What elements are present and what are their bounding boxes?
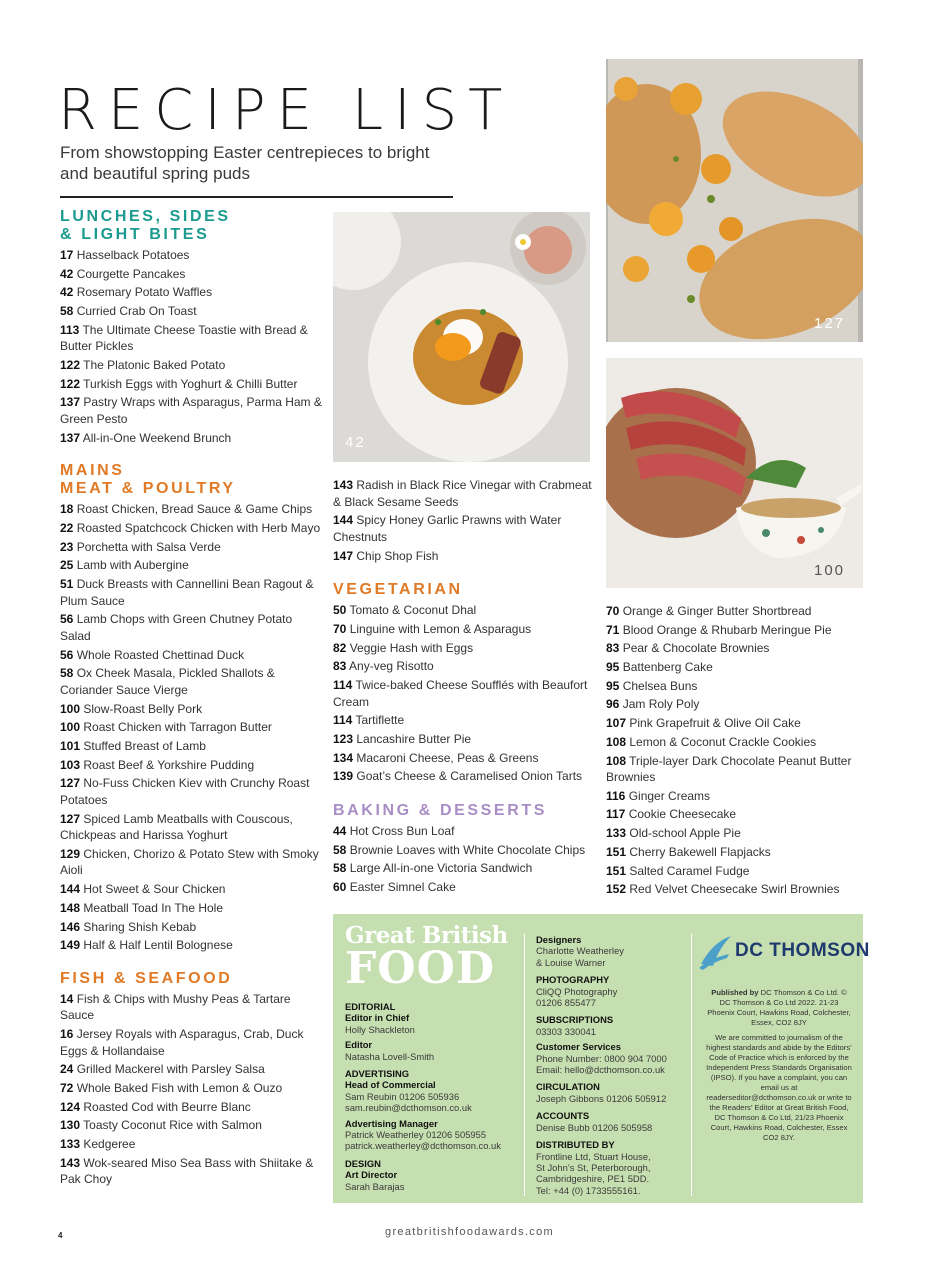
recipe-page-number: 17 <box>60 248 74 262</box>
section-heading: VEGETARIAN <box>333 581 463 599</box>
recipe-page-number: 14 <box>60 991 74 1006</box>
credits-section-heading: DISTRIBUTED BY <box>536 1139 615 1151</box>
recipe-list-continued <box>606 603 856 898</box>
credits-value: & Louise Warner <box>536 956 606 968</box>
recipe-page-number: 143 <box>333 478 354 492</box>
recipe-name: Macaroni Cheese, Peas & Greens <box>353 750 539 765</box>
section-vegetarian <box>333 581 595 785</box>
recipe-name: Pear & Chocolate Brownies <box>619 641 770 656</box>
recipe-name: Sharing Shish Kebab <box>80 919 197 934</box>
recipe-item <box>60 647 322 664</box>
recipe-name: Pastry Wraps with Asparagus, Parma Ham & Green Pesto <box>60 395 322 426</box>
recipe-item <box>60 1117 322 1134</box>
recipe-name: Spicy Honey Garlic Prawns with Water Chestnuts <box>333 513 562 544</box>
recipe-name: Chelsea Buns <box>619 678 698 693</box>
recipe-page-number: 100 <box>60 701 81 716</box>
credits-section-heading: ADVERTISING <box>345 1068 410 1080</box>
recipe-item <box>606 788 856 805</box>
recipe-page-number: 44 <box>333 823 347 838</box>
recipe-page-number: 122 <box>60 358 81 373</box>
title-divider <box>60 196 453 198</box>
recipe-page-number: 123 <box>333 731 354 746</box>
recipe-name: Roasted Spatchcock Chicken with Herb Mayo <box>73 520 321 535</box>
recipe-name: Whole Roasted Chettinad Duck <box>73 647 245 662</box>
recipe-name: Porchetta with Salsa Verde <box>73 539 221 554</box>
recipe-item <box>60 665 322 698</box>
recipe-item <box>60 900 322 917</box>
recipe-page-number: 133 <box>606 826 627 841</box>
section-heading: FISH & SEAFOOD <box>60 969 233 987</box>
recipe-page-number: 82 <box>333 640 347 655</box>
recipe-page-number: 127 <box>60 776 81 791</box>
recipe-name: Roast Chicken, Bread Sauce & Game Chips <box>73 502 313 517</box>
section-fish <box>60 970 322 1188</box>
recipe-page-number: 151 <box>606 863 627 878</box>
recipe-page-number: 146 <box>60 919 81 934</box>
recipe-page-number: 22 <box>60 520 74 535</box>
recipe-list <box>60 991 322 1188</box>
recipe-name: Spiced Lamb Meatballs with Couscous, Chickpeas and Harissa Yoghurt <box>60 811 293 843</box>
recipe-page-number: 127 <box>60 811 81 826</box>
recipe-page-number: 100 <box>60 720 81 735</box>
credits-value: 03303 330041 <box>536 1025 596 1037</box>
section-baking <box>333 802 595 896</box>
recipe-name: Ox Cheek Masala, Pickled Shallots & Coriander Sauce Vierge <box>60 666 275 697</box>
credits-section-heading: DESIGN <box>345 1157 381 1169</box>
recipe-item <box>606 659 856 676</box>
recipe-list <box>333 823 595 896</box>
recipe-page-number: 139 <box>333 769 354 784</box>
recipe-item <box>60 1080 322 1097</box>
recipe-page-number: 60 <box>333 879 347 894</box>
credits-section-heading: SUBSCRIPTIONS <box>536 1014 614 1026</box>
roast-chicken-photo <box>606 358 863 588</box>
recipe-item <box>333 621 595 638</box>
photo-page-number: 127 <box>814 315 846 332</box>
recipe-page-number: 129 <box>60 846 81 861</box>
recipe-page-number: 42 <box>60 285 74 300</box>
recipe-page-number: 56 <box>60 612 74 627</box>
recipe-item <box>606 844 856 861</box>
recipe-name: Tomato & Coconut Dhal <box>346 603 477 618</box>
recipe-name: Triple-layer Dark Chocolate Peanut Butter Brownies <box>606 753 852 785</box>
recipe-page-number: 124 <box>60 1099 81 1114</box>
recipe-name: Wok-seared Miso Sea Bass with Shiitake & Pak Choy <box>60 1155 314 1187</box>
credits-section-heading: ACCOUNTS <box>536 1110 590 1122</box>
recipe-page-number: 83 <box>333 659 347 674</box>
recipe-name: Jam Roly Poly <box>619 697 700 712</box>
recipe-name: Grilled Mackerel with Parsley Salsa <box>73 1062 265 1077</box>
recipe-item <box>60 1026 322 1059</box>
recipe-page-number: 18 <box>60 502 74 517</box>
recipe-name: Ginger Creams <box>625 788 711 803</box>
recipe-item <box>60 1099 322 1116</box>
recipe-item <box>606 806 856 823</box>
recipe-item <box>60 266 322 283</box>
recipe-page-number: 70 <box>606 604 620 618</box>
recipe-page-number: 152 <box>606 882 627 897</box>
recipe-page-number: 107 <box>606 716 627 731</box>
recipe-page-number: 58 <box>60 666 74 681</box>
divider <box>691 934 692 1196</box>
recipe-page-number: 83 <box>606 641 620 656</box>
recipe-page-number: 95 <box>606 660 620 675</box>
credits-value: Patrick Weatherley 01206 505955 <box>345 1129 487 1141</box>
recipe-name: Old-school Apple Pie <box>626 826 741 841</box>
page-number: 4 <box>58 1231 63 1240</box>
recipe-name: Chip Shop Fish <box>353 548 439 563</box>
great-british-food-logo: Great British FOOD <box>345 922 508 994</box>
recipe-item <box>333 860 595 877</box>
recipe-item <box>606 622 856 639</box>
recipe-page-number: 116 <box>606 788 626 803</box>
recipe-name: All-in-One Weekend Brunch <box>80 430 232 445</box>
recipe-item <box>606 863 856 880</box>
recipe-list-continued <box>333 477 595 564</box>
recipe-name: Chicken, Chorizo & Potato Stew with Smoky Aioli <box>60 846 319 878</box>
recipe-item <box>60 701 322 718</box>
recipe-name: Hot Sweet & Sour Chicken <box>80 882 226 897</box>
recipe-item <box>333 842 595 859</box>
recipe-page-number: 147 <box>333 548 354 563</box>
credits-value: patrick.weatherley@dcthomson.co.uk <box>345 1140 501 1152</box>
page-subtitle: From showstopping Easter centrepieces to bright and beautiful spring puds <box>60 143 430 183</box>
recipe-name: Turkish Eggs with Yoghurt & Chilli Butter <box>80 376 298 391</box>
recipe-name: Hot Cross Bun Loaf <box>346 823 455 838</box>
recipe-name: Lancashire Butter Pie <box>353 731 472 746</box>
recipe-item <box>333 658 595 675</box>
column-left <box>60 208 322 1190</box>
recipe-item <box>333 602 595 619</box>
recipe-page-number: 58 <box>60 304 74 319</box>
recipe-page-number: 133 <box>60 1137 81 1152</box>
recipe-page-number: 95 <box>606 678 620 693</box>
recipe-page-number: 103 <box>60 757 81 772</box>
recipe-page-number: 23 <box>60 539 74 554</box>
recipe-name: Radish in Black Rice Vinegar with Crabmeat & Black Sesame Seeds <box>333 478 592 509</box>
photo-page-number: 100 <box>814 562 846 579</box>
recipe-name: Roasted Cod with Beurre Blanc <box>80 1099 251 1114</box>
recipe-name: Jersey Royals with Asparagus, Crab, Duck Eggs & Hollandaise <box>60 1027 304 1058</box>
publisher-info: Published by DC Thomson & Co Ltd. © DC Thomson & Co Ltd 2022. 21-23 Phoenix Court, Hawkins Road, Colchester, Essex, CO2 8JY We are committed to journalism of the highest standards and abide by the Editors’ Code of Practice which is enforced by the Independent Press Standards Organisation (IPSO). If you have a complaint, you can email us at readerseditor@dcthomson.co.uk or write to the Readers’ Editor at Great British Food, DC Thomson & Co Ltd, 21/23 Phoenix Court, Hawkins Road, Colchester, Essex CO2 8JY. <box>706 988 852 1142</box>
credits-value: Sam Reubin 01206 505936 <box>345 1090 460 1102</box>
recipe-name: Linguine with Lemon & Asparagus <box>346 621 532 636</box>
recipe-item <box>60 991 322 1024</box>
recipe-name: Rosemary Potato Waffles <box>73 285 213 300</box>
recipe-name: Pink Grapefruit & Olive Oil Cake <box>626 716 801 731</box>
recipe-page-number: 101 <box>60 738 81 753</box>
recipe-name: Cherry Bakewell Flapjacks <box>626 844 771 859</box>
recipe-item <box>60 1061 322 1078</box>
recipe-item <box>333 879 595 896</box>
credits-role: Head of Commercial <box>345 1079 436 1091</box>
recipe-name: Kedgeree <box>80 1137 136 1152</box>
recipe-page-number: 72 <box>60 1081 74 1096</box>
credits-value: Phone Number: 0800 904 7000 <box>536 1052 667 1064</box>
recipe-list <box>60 501 322 954</box>
recipe-item <box>60 738 322 755</box>
credits-box <box>333 914 870 1203</box>
recipe-name: Goat’s Cheese & Caramelised Onion Tarts <box>353 769 583 784</box>
recipe-page-number: 144 <box>60 882 81 897</box>
recipe-item <box>333 477 595 510</box>
recipe-item <box>606 678 856 695</box>
recipe-item <box>333 640 595 657</box>
recipe-name: The Platonic Baked Potato <box>80 358 226 373</box>
recipe-item <box>606 715 856 732</box>
chicken-kiev-illustration <box>606 59 863 342</box>
recipe-page-number: 144 <box>333 513 354 528</box>
recipe-name: Toasty Coconut Rice with Salmon <box>80 1118 262 1133</box>
recipe-page-number: 108 <box>606 753 627 768</box>
recipe-name: Easter Simnel Cake <box>346 879 456 894</box>
recipe-page-number: 58 <box>333 861 347 876</box>
section-heading: MAINS MEAT & POULTRY <box>60 462 236 498</box>
recipe-name: Orange & Ginger Butter Shortbread <box>619 604 812 618</box>
recipe-page-number: 25 <box>60 558 74 573</box>
recipe-item <box>606 696 856 713</box>
recipe-item <box>60 937 322 954</box>
recipe-name: Twice-baked Cheese Soufflés with Beaufort Cream <box>333 677 588 709</box>
recipe-page-number: 137 <box>60 430 81 445</box>
recipe-page-number: 114 <box>333 713 353 728</box>
recipe-name: Slow-Roast Belly Pork <box>80 701 203 716</box>
recipe-page-number: 70 <box>333 621 347 636</box>
recipe-name: Whole Baked Fish with Lemon & Ouzo <box>73 1081 283 1096</box>
recipe-item <box>606 640 856 657</box>
recipe-page-number: 117 <box>606 807 626 822</box>
recipe-page-number: 114 <box>333 677 353 692</box>
recipe-name: Any-veg Risotto <box>346 659 434 674</box>
recipe-page-number: 24 <box>60 1062 74 1077</box>
recipe-item <box>60 919 322 936</box>
recipe-item <box>606 825 856 842</box>
recipe-name: Large All-in-one Victoria Sandwich <box>346 861 533 876</box>
recipe-page-number: 148 <box>60 900 81 915</box>
recipe-item <box>60 775 322 808</box>
credits-value: Cambridgeshire, PE1 5DD. <box>536 1173 650 1185</box>
photo-page-number: 42 <box>345 434 366 451</box>
recipe-item <box>60 322 322 355</box>
recipe-item <box>60 881 322 898</box>
recipe-name: Courgette Pancakes <box>73 266 186 281</box>
recipe-page-number: 71 <box>606 622 620 637</box>
recipe-item <box>333 750 595 767</box>
recipe-page-number: 143 <box>60 1155 81 1170</box>
recipe-item <box>60 576 322 609</box>
recipe-item <box>60 394 322 427</box>
recipe-item <box>333 677 595 710</box>
credits-staff <box>536 934 696 1196</box>
recipe-name: Fish & Chips with Mushy Peas & Tartare Sauce <box>60 991 291 1023</box>
recipe-name: Cookie Cheesecake <box>625 807 737 822</box>
credits-value: Joseph Gibbons 01206 505912 <box>536 1092 667 1104</box>
recipe-item <box>60 1136 322 1153</box>
credits-role: Designers <box>536 934 582 945</box>
credits-value: 01206 855477 <box>536 997 596 1009</box>
section-heading: BAKING & DESSERTS <box>333 801 547 819</box>
column-middle <box>333 477 595 898</box>
recipe-item <box>60 757 322 774</box>
credits-role: Art Director <box>345 1169 398 1181</box>
recipe-page-number: 51 <box>60 577 74 592</box>
credits-value: Denise Bubb 01206 505958 <box>536 1121 653 1133</box>
recipe-item <box>606 603 856 620</box>
recipe-item <box>60 1155 322 1188</box>
recipe-page-number: 137 <box>60 395 81 410</box>
recipe-list <box>333 602 595 785</box>
recipe-name: Roast Chicken with Tarragon Butter <box>80 720 272 735</box>
recipe-name: Brownie Loaves with White Chocolate Chips <box>346 842 586 857</box>
credits-value: Natasha Lovell-Smith <box>345 1050 435 1062</box>
recipe-item <box>333 823 595 840</box>
recipe-name: Veggie Hash with Eggs <box>346 640 474 655</box>
recipe-page-number: 134 <box>333 750 354 765</box>
recipe-item <box>60 303 322 320</box>
recipe-item <box>60 539 322 556</box>
credits-editorial <box>345 1001 525 1192</box>
recipe-item <box>60 247 322 264</box>
recipe-page-number: 108 <box>606 734 627 749</box>
recipe-item <box>60 430 322 447</box>
dc-thomson-icon <box>699 934 733 972</box>
recipe-item <box>606 881 856 898</box>
recipe-page-number: 56 <box>60 647 74 662</box>
recipe-name: Curried Crab On Toast <box>73 304 197 319</box>
recipe-item <box>333 712 595 729</box>
recipe-name: Duck Breasts with Cannellini Bean Ragout & Plum Sauce <box>60 577 314 608</box>
veggie-hash-illustration <box>333 212 590 462</box>
recipe-name: Hasselback Potatoes <box>73 248 190 262</box>
recipe-name: Half & Half Lentil Bolognese <box>80 938 233 953</box>
recipe-name: The Ultimate Cheese Toastie with Bread & Butter Pickles <box>60 322 308 354</box>
credits-role: Editor <box>345 1039 373 1051</box>
recipe-name: Lemon & Coconut Crackle Cookies <box>626 734 817 749</box>
credits-value: sam.reubin@dcthomson.co.uk <box>345 1102 472 1114</box>
recipe-page-number: 151 <box>606 844 627 859</box>
recipe-list <box>60 247 322 446</box>
recipe-item <box>60 846 322 879</box>
recipe-item <box>60 557 322 574</box>
recipe-name: Salted Caramel Fudge <box>626 863 750 878</box>
recipe-page-number: 58 <box>333 842 347 857</box>
recipe-page-number: 149 <box>60 938 81 953</box>
credits-value: Holly Shackleton <box>345 1023 415 1035</box>
recipe-name: Red Velvet Cheesecake Swirl Brownies <box>626 882 840 897</box>
credits-section-heading: PHOTOGRAPHY <box>536 974 610 986</box>
recipe-name: Roast Beef & Yorkshire Pudding <box>80 757 255 772</box>
recipe-item <box>333 731 595 748</box>
recipe-item <box>333 548 595 565</box>
recipe-name: Battenberg Cake <box>619 660 713 675</box>
recipe-name: Lamb with Aubergine <box>73 558 189 573</box>
recipe-name: Meatball Toad In The Hole <box>80 900 224 915</box>
dc-thomson-logo: DC THOMSON <box>699 934 733 977</box>
recipe-item <box>60 719 322 736</box>
recipe-page-number: 50 <box>333 603 347 618</box>
credits-section-heading: CIRCULATION <box>536 1081 600 1093</box>
recipe-name: Blood Orange & Rhubarb Meringue Pie <box>619 622 832 637</box>
credits-value: St John’s St, Peterborough, <box>536 1161 651 1173</box>
recipe-page-number: 96 <box>606 697 620 712</box>
credits-value: Tel: +44 (0) 1733555161. <box>536 1184 641 1196</box>
column-right <box>606 603 856 900</box>
chicken-kiev-photo <box>606 59 863 342</box>
roast-chicken-illustration <box>606 358 863 588</box>
recipe-name: Tartiflette <box>352 713 405 728</box>
recipe-name: Stuffed Breast of Lamb <box>80 738 206 753</box>
recipe-item <box>333 768 595 785</box>
credits-role: Editor in Chief <box>345 1012 410 1024</box>
recipe-item <box>333 512 595 545</box>
recipe-item <box>60 284 322 301</box>
recipe-page-number: 113 <box>60 322 80 337</box>
credits-value: Sarah Barajas <box>345 1180 405 1192</box>
credits-value: Frontline Ltd, Stuart House, <box>536 1150 651 1162</box>
credits-value: Email: hello@dcthomson.co.uk <box>536 1064 665 1076</box>
section-mains <box>60 462 322 954</box>
credits-section-heading: EDITORIAL <box>345 1001 396 1012</box>
credits-role: Customer Services <box>536 1041 621 1053</box>
credits-role: Advertising Manager <box>345 1117 438 1129</box>
recipe-item <box>60 501 322 518</box>
recipe-page-number: 122 <box>60 376 81 391</box>
veggie-hash-photo <box>333 212 590 462</box>
recipe-page-number: 130 <box>60 1118 81 1133</box>
page-title: RECIPE LIST <box>58 78 514 143</box>
divider <box>524 934 525 1196</box>
credits-value: Charlotte Weatherley <box>536 945 624 957</box>
recipe-item <box>60 357 322 374</box>
credits-value: CliQQ Photography <box>536 985 618 997</box>
section-heading: LUNCHES, SIDES & LIGHT BITES <box>60 208 231 243</box>
recipe-item <box>60 811 322 844</box>
recipe-item <box>606 753 856 786</box>
section-lunches <box>60 208 322 446</box>
recipe-item <box>60 611 322 644</box>
recipe-item <box>606 734 856 751</box>
recipe-item <box>60 376 322 393</box>
recipe-name: No-Fuss Chicken Kiev with Crunchy Roast Potatoes <box>60 776 310 807</box>
recipe-name: Lamb Chops with Green Chutney Potato Salad <box>60 612 293 643</box>
footer-url: greatbritishfoodawards.com <box>385 1226 554 1238</box>
recipe-page-number: 16 <box>60 1027 74 1042</box>
recipe-page-number: 42 <box>60 266 74 281</box>
recipe-item <box>60 520 322 537</box>
